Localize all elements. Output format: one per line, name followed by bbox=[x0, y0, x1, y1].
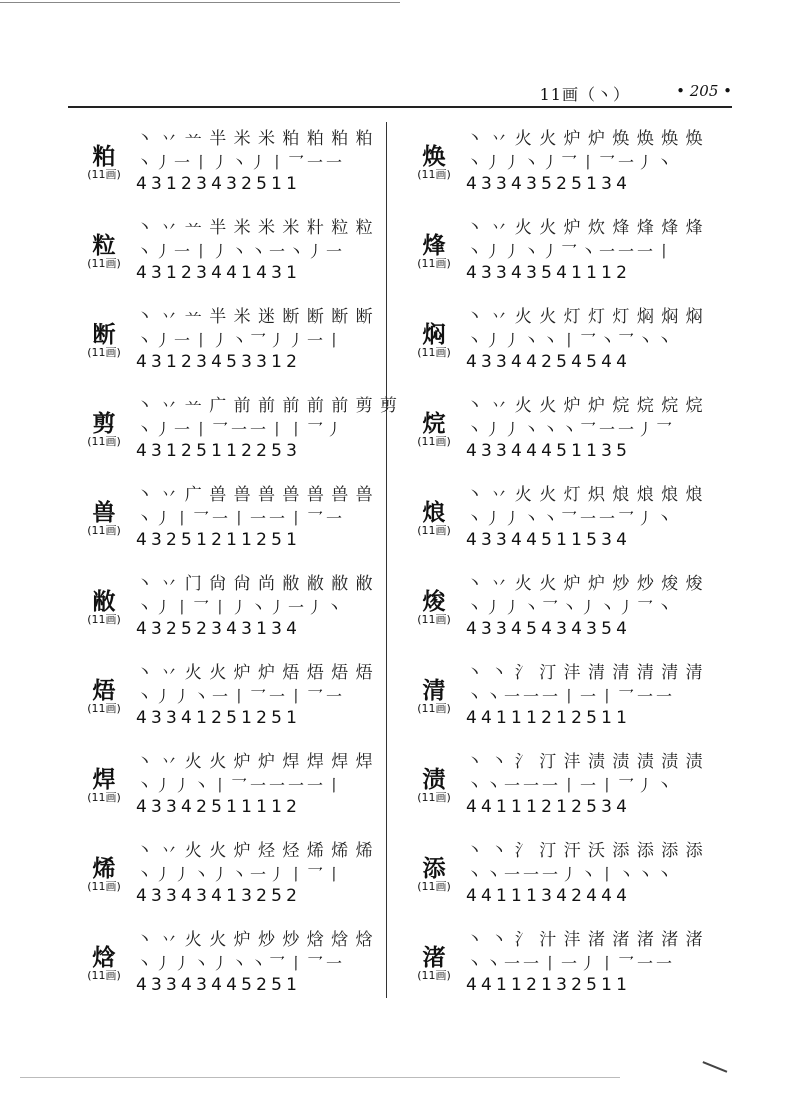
build-sequence: 丶 丷 火 火 炉 炉 炒 炒 焌 焌 bbox=[466, 574, 704, 594]
character-entry bbox=[406, 476, 704, 565]
stroke-count: (11画) bbox=[417, 524, 451, 537]
build-sequence: 丶 丷 䒑 半 米 米 粕 粕 粕 粕 bbox=[136, 129, 374, 149]
build-sequence: 丶 丷 䒑 半 米 米 米 籵 粒 粒 bbox=[136, 218, 374, 238]
right-column bbox=[406, 120, 704, 1010]
stroke-count: (11画) bbox=[417, 346, 451, 359]
stroke-codes: 43123453312 bbox=[136, 352, 302, 372]
stroke-count: (11画) bbox=[417, 435, 451, 448]
stroke-shapes: 丶丿丨乛丨丿丶丿一丿丶 bbox=[136, 598, 346, 617]
build-sequence: 丶 丷 广 兽 兽 兽 兽 兽 兽 兽 bbox=[136, 485, 374, 505]
build-sequence: 丶 丶 氵 汁 沣 渚 渚 渚 渚 渚 bbox=[466, 930, 704, 950]
character-entry bbox=[406, 654, 704, 743]
stroke-shapes: 丶丿丿丶一丨乛一丨乛一 bbox=[136, 687, 346, 706]
stroke-count: (11画) bbox=[417, 702, 451, 715]
character-entry bbox=[76, 387, 399, 476]
character-entry bbox=[406, 120, 704, 209]
build-sequence: 丶 丶 氵 汀 沣 清 清 清 清 清 bbox=[466, 663, 704, 683]
character-entry bbox=[76, 743, 374, 832]
stroke-count: (11画) bbox=[87, 435, 121, 448]
build-sequence: 丶 丷 火 火 灯 灯 灯 焖 焖 焖 bbox=[466, 307, 704, 327]
stroke-shapes: 丶丿一丨丿丶丿丨乛一一 bbox=[136, 153, 346, 172]
stroke-shapes: 丶丶一一丨一丿丨乛一一 bbox=[466, 954, 676, 973]
build-sequence: 丶 丷 火 火 炉 烃 烃 烯 烯 烯 bbox=[136, 841, 374, 861]
stroke-shapes: 丶丿丿丶乛丶丿丶丿乛丶 bbox=[466, 598, 676, 617]
entry-character: 兽 bbox=[92, 500, 116, 526]
stroke-codes: 43343413252 bbox=[136, 886, 302, 906]
stroke-codes: 43123441431 bbox=[136, 263, 302, 283]
stroke-shapes: 丶丿丿丶丿乛丨乛一丿丶 bbox=[466, 153, 676, 172]
stroke-shapes: 丶丿丿丶丨乛一一一一丨 bbox=[136, 776, 346, 795]
build-sequence: 丶 丷 火 火 灯 炽 烺 烺 烺 烺 bbox=[466, 485, 704, 505]
stroke-codes: 44111212511 bbox=[466, 708, 632, 728]
build-sequence: 丶 丷 火 火 炉 炉 烷 烷 烷 烷 bbox=[466, 396, 704, 416]
stroke-codes: 43344254544 bbox=[466, 352, 632, 372]
stroke-count: (11画) bbox=[87, 969, 121, 982]
stroke-shapes: 丶丿丿丶丿丶一丿丨乛丨 bbox=[136, 865, 346, 884]
stroke-count: (11画) bbox=[87, 613, 121, 626]
page-number: • 205 • bbox=[676, 82, 732, 100]
entry-character: 焓 bbox=[92, 945, 116, 971]
stroke-shapes: 丶丶一一一丨一丨乛丿丶 bbox=[466, 776, 676, 795]
stroke-codes: 43342511112 bbox=[136, 797, 302, 817]
stroke-codes: 43251211251 bbox=[136, 530, 302, 550]
character-entry bbox=[406, 921, 704, 1010]
character-entry bbox=[76, 832, 374, 921]
scan-mark bbox=[703, 1061, 728, 1072]
stroke-codes: 43343525134 bbox=[466, 174, 632, 194]
stroke-count: (11画) bbox=[87, 791, 121, 804]
entry-character: 添 bbox=[422, 856, 446, 882]
stroke-count: (11画) bbox=[87, 880, 121, 893]
entry-character: 清 bbox=[422, 678, 446, 704]
stroke-codes: 44112132511 bbox=[466, 975, 632, 995]
section-label: 11画（丶） bbox=[539, 85, 630, 104]
stroke-shapes: 丶丿一丨丿丶丶一丶丿一 bbox=[136, 242, 346, 261]
character-entry bbox=[76, 209, 374, 298]
character-entry bbox=[406, 832, 704, 921]
character-entry bbox=[406, 298, 704, 387]
stroke-codes: 43344511534 bbox=[466, 530, 632, 550]
entry-character: 粒 bbox=[92, 233, 116, 259]
entry-character: 烷 bbox=[422, 411, 446, 437]
stroke-codes: 43343541112 bbox=[466, 263, 632, 283]
stroke-codes: 43123432511 bbox=[136, 174, 302, 194]
build-sequence: 丶 丷 门 尙 尙 尚 敝 敝 敝 敝 bbox=[136, 574, 374, 594]
character-entry bbox=[76, 565, 374, 654]
stroke-count: (11画) bbox=[87, 346, 121, 359]
character-entry bbox=[76, 654, 374, 743]
stroke-count: (11画) bbox=[87, 702, 121, 715]
build-sequence: 丶 丷 火 火 炉 炉 焐 焐 焐 焐 bbox=[136, 663, 374, 683]
scan-edge-top bbox=[0, 2, 400, 3]
scan-edge-bottom bbox=[20, 1077, 620, 1078]
entry-character: 烺 bbox=[422, 500, 446, 526]
character-entry bbox=[406, 209, 704, 298]
page-header bbox=[68, 80, 732, 108]
stroke-count: (11画) bbox=[417, 613, 451, 626]
build-sequence: 丶 丷 火 火 炉 炉 焕 焕 焕 焕 bbox=[466, 129, 704, 149]
column-divider bbox=[386, 122, 387, 998]
stroke-shapes: 丶丿丿丶丶丶乛一一丿乛 bbox=[466, 420, 676, 439]
stroke-shapes: 丶丶一一一丨一丨乛一一 bbox=[466, 687, 676, 706]
build-sequence: 丶 丷 火 火 炉 炉 焊 焊 焊 焊 bbox=[136, 752, 374, 772]
stroke-count: (11画) bbox=[417, 168, 451, 181]
entry-character: 烽 bbox=[422, 233, 446, 259]
stroke-shapes: 丶丿丿丶丶丨乛丶乛丶丶 bbox=[466, 331, 676, 350]
character-entry bbox=[76, 476, 374, 565]
stroke-count: (11画) bbox=[87, 168, 121, 181]
entry-character: 敝 bbox=[92, 589, 116, 615]
build-sequence: 丶 丶 氵 汀 沣 渍 渍 渍 渍 渍 bbox=[466, 752, 704, 772]
build-sequence: 丶 丷 火 火 炉 炒 炒 焓 焓 焓 bbox=[136, 930, 374, 950]
stroke-codes: 43345434354 bbox=[466, 619, 632, 639]
build-sequence: 丶 丷 䒑 半 米 迷 断 断 断 断 bbox=[136, 307, 374, 327]
stroke-codes: 43344451135 bbox=[466, 441, 632, 461]
stroke-shapes: 丶丿丿丶丶乛一一乛丿丶 bbox=[466, 509, 676, 528]
character-entry bbox=[76, 298, 374, 387]
stroke-codes: 43343445251 bbox=[136, 975, 302, 995]
stroke-codes: 43341251251 bbox=[136, 708, 302, 728]
entry-character: 烯 bbox=[92, 856, 116, 882]
character-entry bbox=[406, 565, 704, 654]
stroke-count: (11画) bbox=[417, 880, 451, 893]
stroke-shapes: 丶丿丿丶丿丶丶乛丨乛一 bbox=[136, 954, 346, 973]
entry-character: 焐 bbox=[92, 678, 116, 704]
stroke-count: (11画) bbox=[417, 257, 451, 270]
stroke-shapes: 丶丶一一一丿丶丨丶丶丶 bbox=[466, 865, 676, 884]
entry-character: 焖 bbox=[422, 322, 446, 348]
entry-character: 断 bbox=[92, 322, 116, 348]
stroke-shapes: 丶丿丨乛一丨一一丨乛一 bbox=[136, 509, 346, 528]
stroke-shapes: 丶丿一丨乛一一丨丨乛丿 bbox=[136, 420, 346, 439]
entry-character: 焌 bbox=[422, 589, 446, 615]
character-entry bbox=[406, 743, 704, 832]
build-sequence: 丶 丶 氵 汀 汗 沃 添 添 添 添 bbox=[466, 841, 704, 861]
character-entry bbox=[406, 387, 704, 476]
build-sequence: 丶 丷 火 火 炉 炊 烽 烽 烽 烽 bbox=[466, 218, 704, 238]
stroke-count: (11画) bbox=[417, 969, 451, 982]
entry-character: 渚 bbox=[422, 945, 446, 971]
stroke-shapes: 丶丿一丨丿丶乛丿丿一丨 bbox=[136, 331, 346, 350]
entry-character: 渍 bbox=[422, 767, 446, 793]
entry-character: 焊 bbox=[92, 767, 116, 793]
entry-character: 焕 bbox=[422, 144, 446, 170]
entry-character: 粕 bbox=[92, 144, 116, 170]
build-sequence: 丶 丷 䒑 广 前 前 前 前 前 剪 剪 bbox=[136, 396, 399, 416]
character-entry bbox=[76, 921, 374, 1010]
stroke-codes: 44111212534 bbox=[466, 797, 632, 817]
entry-character: 剪 bbox=[92, 411, 116, 437]
stroke-count: (11画) bbox=[87, 257, 121, 270]
stroke-shapes: 丶丿丿丶丿乛丶一一一丨 bbox=[466, 242, 676, 261]
stroke-codes: 43252343134 bbox=[136, 619, 302, 639]
stroke-count: (11画) bbox=[87, 524, 121, 537]
character-entry bbox=[76, 120, 374, 209]
stroke-count: (11画) bbox=[417, 791, 451, 804]
stroke-codes: 43125112253 bbox=[136, 441, 302, 461]
stroke-codes: 44111342444 bbox=[466, 886, 632, 906]
left-column bbox=[76, 120, 399, 1010]
